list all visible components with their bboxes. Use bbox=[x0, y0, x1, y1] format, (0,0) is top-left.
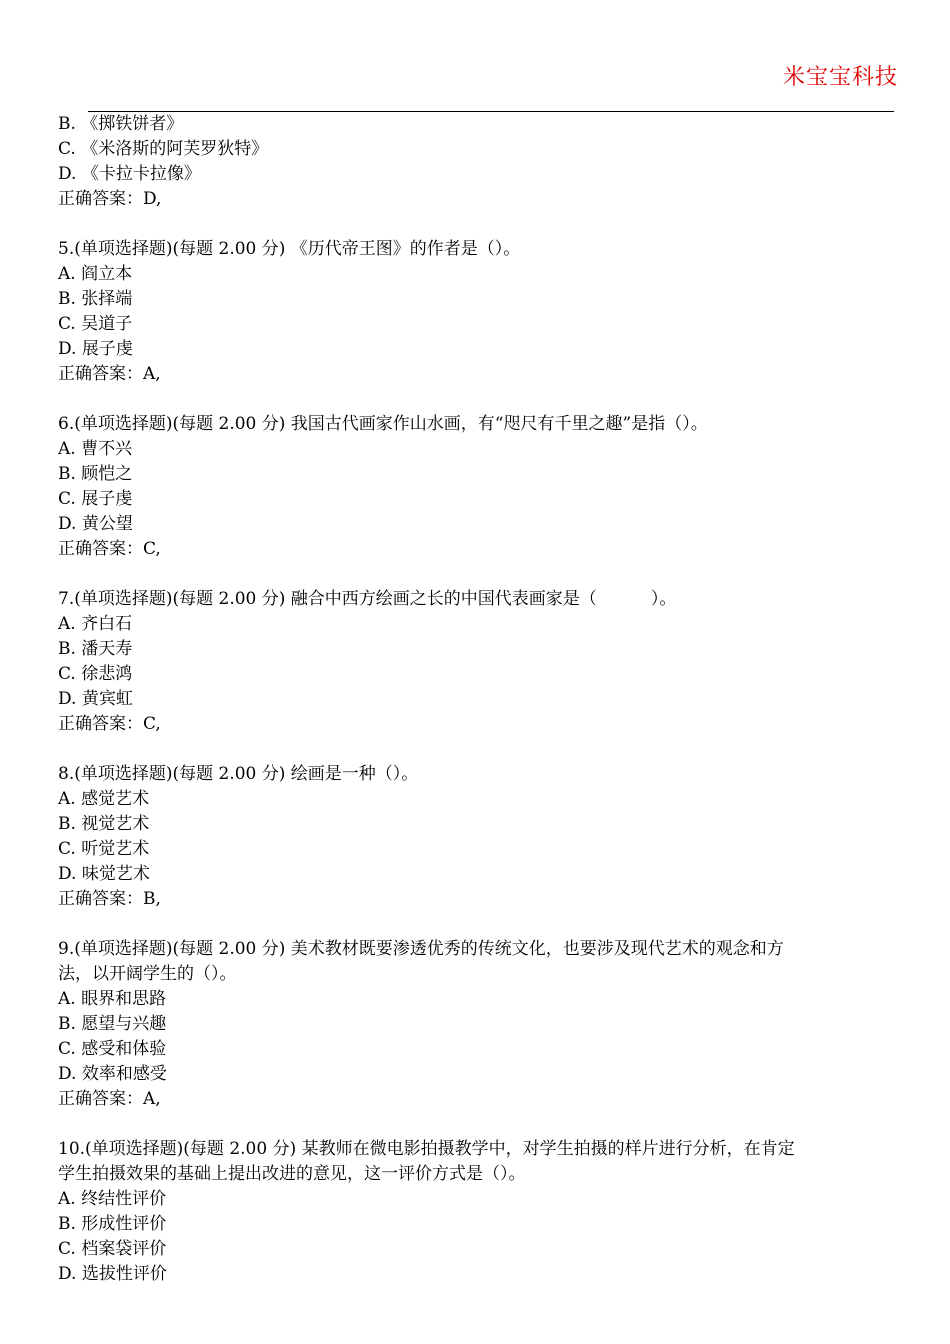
question-stem-line-1: 10.(单项选择题)(每题 2.00 分) 某教师在微电影拍摄教学中，对学生拍摄的样片进行分析，在肯定 bbox=[58, 1139, 795, 1159]
option-d: D. 黄宾虹 bbox=[58, 689, 133, 709]
option-d: D. 味觉艺术 bbox=[58, 864, 150, 884]
brand-logo-text: 米宝宝科技 bbox=[782, 65, 898, 90]
correct-answer: 正确答案：A, bbox=[58, 1089, 161, 1109]
correct-answer: 正确答案：C, bbox=[58, 714, 161, 734]
question-stem: 8.(单项选择题)(每题 2.00 分) 绘画是一种（）。 bbox=[58, 764, 419, 784]
option-c: C. 徐悲鸿 bbox=[58, 664, 133, 684]
question-7 bbox=[58, 587, 898, 737]
option-c: C. 吴道子 bbox=[58, 314, 133, 334]
question-stem-line-1: 9.(单项选择题)(每题 2.00 分) 美术教材既要渗透优秀的传统文化，也要涉及现代艺术的观念和方 bbox=[58, 939, 784, 959]
option-c: C. 感受和体验 bbox=[58, 1039, 167, 1059]
option-b: B. 张择端 bbox=[58, 289, 133, 309]
option-d: D. 《卡拉卡拉像》 bbox=[58, 164, 201, 184]
option-b: B. 顾恺之 bbox=[58, 464, 133, 484]
option-c: C. 听觉艺术 bbox=[58, 839, 150, 859]
option-d: D. 选拔性评价 bbox=[58, 1264, 167, 1284]
question-stem-line-2: 学生拍摄效果的基础上提出改进的意见，这一评价方式是（）。 bbox=[58, 1164, 526, 1184]
option-a: A. 曹不兴 bbox=[58, 439, 133, 459]
exam-content bbox=[58, 112, 898, 1287]
question-stem: 5.(单项选择题)(每题 2.00 分) 《历代帝王图》的作者是（）。 bbox=[58, 239, 521, 259]
correct-answer: 正确答案：B, bbox=[58, 889, 161, 909]
option-a: A. 眼界和思路 bbox=[58, 989, 167, 1009]
option-b: B. 视觉艺术 bbox=[58, 814, 150, 834]
question-stem: 7.(单项选择题)(每题 2.00 分) 融合中西方绘画之长的中国代表画家是（ ）。 bbox=[58, 589, 677, 609]
option-d: D. 效率和感受 bbox=[58, 1064, 167, 1084]
option-b: B. 形成性评价 bbox=[58, 1214, 167, 1234]
question-stem: 6.(单项选择题)(每题 2.00 分) 我国古代画家作山水画，有“咫尺有千里之趣”是指（）。 bbox=[58, 414, 708, 434]
correct-answer: 正确答案：D, bbox=[58, 189, 162, 209]
option-b: B. 愿望与兴趣 bbox=[58, 1014, 167, 1034]
option-a: A. 阎立本 bbox=[58, 264, 133, 284]
option-a: A. 感觉艺术 bbox=[58, 789, 150, 809]
option-c: C. 展子虔 bbox=[58, 489, 133, 509]
correct-answer: 正确答案：A, bbox=[58, 364, 161, 384]
question-4-continuation bbox=[58, 112, 898, 212]
question-stem-line-2: 法，以开阔学生的（）。 bbox=[58, 964, 237, 984]
question-8 bbox=[58, 762, 898, 912]
option-a: A. 齐白石 bbox=[58, 614, 133, 634]
option-b: B. 潘天寿 bbox=[58, 639, 133, 659]
question-10 bbox=[58, 1137, 898, 1287]
question-5 bbox=[58, 237, 898, 387]
question-9 bbox=[58, 937, 898, 1112]
option-a: A. 终结性评价 bbox=[58, 1189, 167, 1209]
option-c: C. 档案袋评价 bbox=[58, 1239, 167, 1259]
correct-answer: 正确答案：C, bbox=[58, 539, 161, 559]
question-6 bbox=[58, 412, 898, 562]
option-d: D. 展子虔 bbox=[58, 339, 133, 359]
option-b: B. 《掷铁饼者》 bbox=[58, 114, 184, 134]
option-d: D. 黄公望 bbox=[58, 514, 133, 534]
option-c: C. 《米洛斯的阿芙罗狄特》 bbox=[58, 139, 269, 159]
